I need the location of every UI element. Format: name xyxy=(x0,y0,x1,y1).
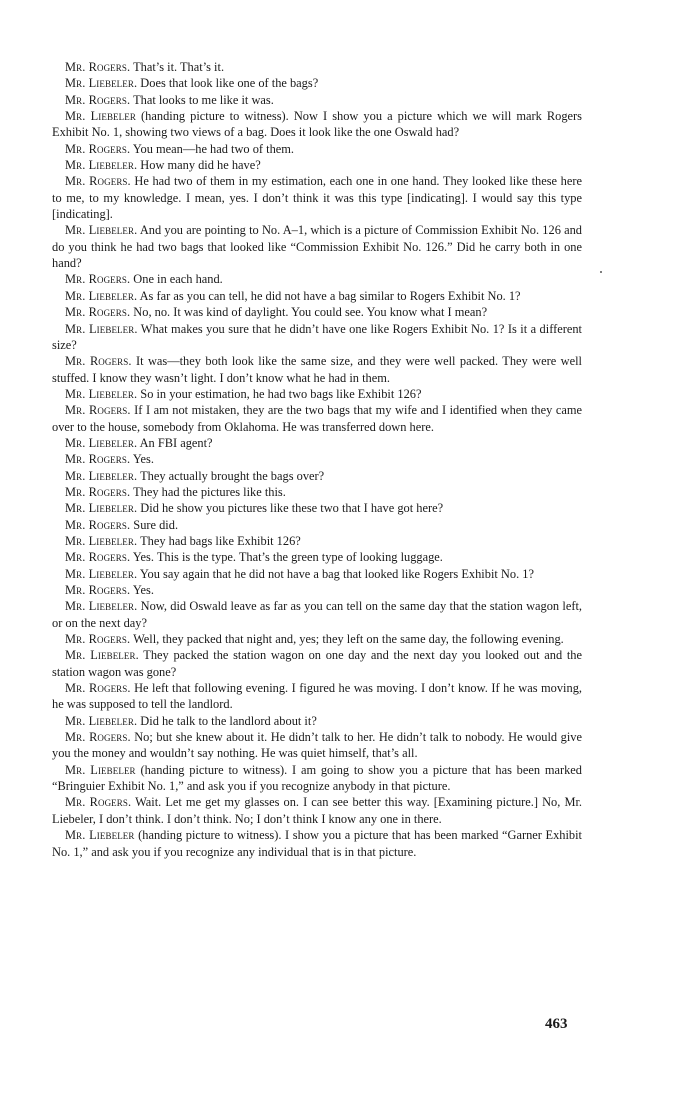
speech-text: Now, did Oswald leave as far as you can tell on the same day that the station wagon left, or on the next day? xyxy=(52,599,582,630)
speech-text: No; but she knew about it. He didn’t talk to her. He didn’t talk to nobody. He would give you the money and wouldn’t say nothing. He was quiet himself, that’s all. xyxy=(52,730,582,761)
speaker-name: Mr. Liebeler. xyxy=(65,566,138,581)
testimony-paragraph xyxy=(52,729,582,762)
testimony-paragraph xyxy=(52,680,582,713)
speaker-name: Mr. Liebeler xyxy=(65,828,135,843)
speech-text: That’s it. That’s it. xyxy=(133,60,225,74)
testimony-paragraph xyxy=(52,451,582,467)
testimony-paragraph xyxy=(52,288,582,304)
speaker-name: Mr. Rogers. xyxy=(65,60,131,74)
speaker-name: Mr. Rogers. xyxy=(65,681,131,696)
speaker-name: Mr. Liebeler xyxy=(65,109,136,124)
speech-text: One in each hand. xyxy=(133,272,223,287)
testimony-paragraph xyxy=(52,173,582,222)
speech-text: Yes. This is the type. That’s the green type of looking luggage. xyxy=(132,550,443,565)
speaker-name: Mr. Liebeler. xyxy=(65,386,138,401)
speech-text: So in your estimation, he had two bags like Exhibit 126? xyxy=(140,386,422,401)
speaker-name: Mr. Liebeler. xyxy=(65,76,138,91)
speech-text: And you are pointing to No. A–1, which is a picture of Commission Exhibit No. 126 and do you think he had two bags that looked like “Commission Exhibit No. 126.” Did he carry both in one hand? xyxy=(52,223,583,271)
speaker-name: Mr. Liebeler. xyxy=(65,713,138,728)
speech-text: Sure did. xyxy=(133,517,179,532)
speech-text: (handing picture to witness). I show you a picture that has been marked “Garner Exhibit No. 1,” and ask you if you recognize any individual that is in that picture. xyxy=(52,828,582,859)
speaker-name: Mr. Rogers. xyxy=(65,484,131,499)
speech-text: He had two of them in my estimation, each one in one hand. They looked like these here to me, to my knowledge. I mean, yes. I don’t think it was this type [indicating]. I would say this type [indicating]. xyxy=(52,174,582,222)
speaker-name: Mr. Rogers. xyxy=(65,354,132,369)
speaker-name: Mr. Liebeler. xyxy=(65,501,138,516)
testimony-paragraph xyxy=(52,713,582,729)
testimony-paragraph xyxy=(52,549,582,565)
testimony-paragraph xyxy=(52,157,582,173)
speech-text: Yes. xyxy=(132,583,154,597)
testimony-paragraph xyxy=(52,762,582,795)
testimony-paragraph xyxy=(52,222,582,271)
testimony-paragraph xyxy=(52,468,582,484)
speaker-name: Mr. Rogers. xyxy=(65,174,131,189)
testimony-paragraph xyxy=(52,141,582,157)
testimony-paragraph xyxy=(52,598,582,631)
scan-speck xyxy=(600,271,602,273)
speaker-name: Mr. Liebeler. xyxy=(65,321,138,336)
speaker-name: Mr. Rogers. xyxy=(65,795,132,810)
testimony-paragraph xyxy=(52,517,582,533)
testimony-paragraph xyxy=(52,386,582,402)
speech-text: Did he show you pictures like these two that I have got here? xyxy=(140,501,444,516)
testimony-paragraph xyxy=(52,827,582,860)
speech-text: You mean—he had two of them. xyxy=(132,141,295,156)
testimony-paragraph xyxy=(52,271,582,287)
speaker-name: Mr. Liebeler. xyxy=(65,648,139,663)
speaker-name: Mr. Liebeler. xyxy=(65,435,138,450)
speaker-name: Mr. Rogers. xyxy=(65,141,131,156)
speech-text: An FBI agent? xyxy=(139,435,213,450)
testimony-paragraph xyxy=(52,566,582,582)
testimony-paragraph xyxy=(52,582,582,598)
speech-text: (handing picture to witness). I am going to show you a picture that has been marked “Bringuier Exhibit No. 1,” and ask you if you recognize anybody in that picture. xyxy=(52,762,582,794)
speaker-name: Mr. Rogers. xyxy=(65,92,131,107)
speaker-name: Mr. Rogers. xyxy=(65,550,131,565)
speaker-name: Mr. Liebeler. xyxy=(65,533,138,548)
testimony-paragraph xyxy=(52,59,582,75)
speech-text: They had the pictures like this. xyxy=(133,484,286,499)
speech-text: As far as you can tell, he did not have a bag similar to Rogers Exhibit No. 1? xyxy=(139,288,521,303)
speaker-name: Mr. Rogers. xyxy=(65,517,131,532)
speech-text: No, no. It was kind of daylight. You could see. You know what I mean? xyxy=(133,305,488,320)
testimony-paragraph xyxy=(52,402,582,435)
speaker-name: Mr. Rogers. xyxy=(65,272,131,287)
testimony-paragraph xyxy=(52,92,582,108)
speaker-name: Mr. Liebeler. xyxy=(65,468,138,483)
speech-text: Wait. Let me get my glasses on. I can see better this way. [Examining picture.] No, Mr. Liebeler, I don’t think. I don’t think. No; I don’t think I know any one in there. xyxy=(52,795,583,826)
speech-text: Did he talk to the landlord about it? xyxy=(140,713,317,728)
testimony-paragraph xyxy=(52,533,582,549)
speech-text: He left that following evening. I figured he was moving. I don’t know. If he was moving, he was supposed to tell the landlord. xyxy=(52,681,582,712)
testimony-paragraph xyxy=(52,75,582,91)
speech-text: They actually brought the bags over? xyxy=(140,468,325,483)
speech-text: Does that look like one of the bags? xyxy=(140,76,319,91)
speaker-name: Mr. Rogers. xyxy=(65,730,131,745)
page-number: 463 xyxy=(545,1016,568,1032)
speech-text: Well, they packed that night and, yes; they left on the same day, the following evening. xyxy=(133,632,564,647)
speaker-name: Mr. Rogers. xyxy=(65,452,131,467)
testimony-paragraph xyxy=(52,647,582,680)
speaker-name: Mr. Liebeler xyxy=(65,762,136,777)
speech-text: They packed the station wagon on one day and the next day you looked out and the station wagon was gone? xyxy=(52,648,582,679)
testimony-paragraph xyxy=(52,484,582,500)
testimony-paragraph xyxy=(52,304,582,320)
speech-text: What makes you sure that he didn’t have one like Rogers Exhibit No. 1? Is it a different size? xyxy=(52,321,582,352)
testimony-paragraph xyxy=(52,353,582,386)
testimony-transcript xyxy=(52,59,582,860)
testimony-paragraph xyxy=(52,631,582,647)
speech-text: If I am not mistaken, they are the two bags that my wife and I identified when they came over to the house, somebody from Oklahoma. He was transferred down here. xyxy=(52,403,582,434)
speaker-name: Mr. Liebeler. xyxy=(65,158,138,173)
speech-text: They had bags like Exhibit 126? xyxy=(140,533,301,548)
testimony-paragraph xyxy=(52,500,582,516)
speaker-name: Mr. Liebeler. xyxy=(65,599,138,614)
speech-text: How many did he have? xyxy=(140,158,261,173)
testimony-paragraph xyxy=(52,108,582,141)
speaker-name: Mr. Liebeler. xyxy=(65,223,138,238)
speaker-name: Mr. Liebeler. xyxy=(65,288,138,303)
speech-text: (handing picture to witness). Now I show you a picture which we will mark Rogers Exhibit No. 1, showing two views of a bag. Does it look like the one Oswald had? xyxy=(52,109,582,140)
speech-text: You say again that he did not have a bag that looked like Rogers Exhibit No. 1? xyxy=(139,566,534,581)
speaker-name: Mr. Rogers. xyxy=(65,305,131,320)
speech-text: That looks to me like it was. xyxy=(133,92,274,107)
testimony-paragraph xyxy=(52,321,582,354)
speech-text: It was—they both look like the same size, and they were well packed. They were well stuffed. I know they wasn’t light. I don’t know what he had in them. xyxy=(52,354,582,385)
testimony-paragraph xyxy=(52,435,582,451)
speech-text: Yes. xyxy=(132,452,154,467)
speaker-name: Mr. Rogers. xyxy=(65,583,131,597)
speaker-name: Mr. Rogers. xyxy=(65,403,131,418)
speaker-name: Mr. Rogers. xyxy=(65,632,131,647)
testimony-paragraph xyxy=(52,794,582,827)
